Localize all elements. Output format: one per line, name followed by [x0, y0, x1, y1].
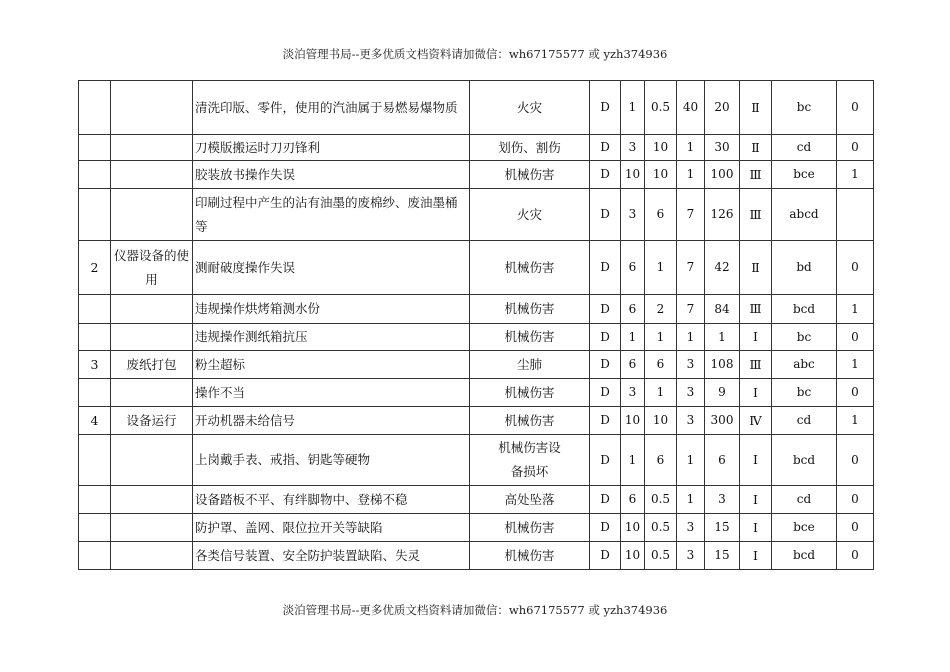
d-value-cell: 100	[705, 161, 740, 189]
hazard-cell: 各类信号装置、安全防护装置缺陷、失灵	[193, 542, 470, 570]
table-row	[79, 81, 874, 135]
risk-level-cell: Ⅰ	[740, 542, 772, 570]
consequence-cell: 机械伤害	[470, 379, 590, 407]
row-number-cell	[79, 295, 111, 324]
control-measures-cell: bc	[772, 81, 837, 135]
l-value-cell: 1	[621, 324, 645, 351]
d-value-cell: 1	[705, 324, 740, 351]
l-value-cell: 10	[621, 542, 645, 570]
l-value-cell: 3	[621, 189, 645, 241]
row-number-cell	[79, 324, 111, 351]
consequence-cell: 机械伤害设备损坏	[470, 435, 590, 486]
control-measures-cell: abcd	[772, 189, 837, 241]
table-row	[79, 351, 874, 379]
d-value-cell: 20	[705, 81, 740, 135]
row-number-cell	[79, 435, 111, 486]
e-value-cell: 10	[645, 161, 677, 189]
d-value-cell: 9	[705, 379, 740, 407]
risk-level-cell: Ⅳ	[740, 407, 772, 435]
work-area-cell	[111, 379, 193, 407]
d-value-cell: 84	[705, 295, 740, 324]
e-value-cell: 10	[645, 407, 677, 435]
consequence-cell: 划伤、割伤	[470, 135, 590, 161]
risk-level-cell: Ⅱ	[740, 241, 772, 295]
consequence-cell: 火灾	[470, 81, 590, 135]
consequence-cell: 火灾	[470, 189, 590, 241]
table-row	[79, 542, 874, 570]
method-cell: D	[590, 379, 621, 407]
work-area-cell	[111, 486, 193, 514]
hazard-cell: 防护罩、盖网、限位拉开关等缺陷	[193, 514, 470, 542]
e-value-cell: 1	[645, 324, 677, 351]
e-value-cell: 0.5	[645, 542, 677, 570]
e-value-cell: 0.5	[645, 514, 677, 542]
control-measures-cell: bce	[772, 514, 837, 542]
significant-flag-cell: 0	[837, 81, 874, 135]
l-value-cell: 6	[621, 241, 645, 295]
significant-flag-cell: 1	[837, 351, 874, 379]
significant-flag-cell: 0	[837, 379, 874, 407]
method-cell: D	[590, 135, 621, 161]
hazard-cell: 开动机器未给信号	[193, 407, 470, 435]
work-area-cell	[111, 189, 193, 241]
table-row	[79, 241, 874, 295]
table-row	[79, 486, 874, 514]
row-number-cell	[79, 486, 111, 514]
control-measures-cell: bcd	[772, 542, 837, 570]
row-number-cell	[79, 135, 111, 161]
l-value-cell: 1	[621, 435, 645, 486]
consequence-cell: 机械伤害	[470, 542, 590, 570]
hazard-cell: 违规操作测纸箱抗压	[193, 324, 470, 351]
work-area-cell	[111, 135, 193, 161]
row-number-cell	[79, 81, 111, 135]
risk-level-cell: Ⅱ	[740, 135, 772, 161]
row-number-cell: 2	[79, 241, 111, 295]
table-body	[79, 81, 874, 570]
significant-flag-cell: 1	[837, 161, 874, 189]
d-value-cell: 30	[705, 135, 740, 161]
method-cell: D	[590, 486, 621, 514]
l-value-cell: 3	[621, 379, 645, 407]
d-value-cell: 3	[705, 486, 740, 514]
significant-flag-cell: 0	[837, 135, 874, 161]
hazard-cell: 粉尘超标	[193, 351, 470, 379]
significant-flag-cell: 0	[837, 324, 874, 351]
work-area-cell	[111, 514, 193, 542]
significant-flag-cell	[837, 189, 874, 241]
e-value-cell: 2	[645, 295, 677, 324]
significant-flag-cell: 1	[837, 295, 874, 324]
consequence-cell: 机械伤害	[470, 241, 590, 295]
hazard-cell: 测耐破度操作失误	[193, 241, 470, 295]
c-value-cell: 7	[677, 241, 705, 295]
c-value-cell: 7	[677, 189, 705, 241]
method-cell: D	[590, 81, 621, 135]
significant-flag-cell: 0	[837, 435, 874, 486]
consequence-cell: 机械伤害	[470, 295, 590, 324]
control-measures-cell: cd	[772, 486, 837, 514]
row-number-cell	[79, 542, 111, 570]
significant-flag-cell: 0	[837, 486, 874, 514]
c-value-cell: 40	[677, 81, 705, 135]
e-value-cell: 1	[645, 241, 677, 295]
row-number-cell	[79, 514, 111, 542]
risk-level-cell: Ⅱ	[740, 81, 772, 135]
page-header: 淡泊管理书局--更多优质文档资料请加微信：wh67175577 或 yzh374936	[282, 47, 668, 61]
consequence-cell: 机械伤害	[470, 161, 590, 189]
method-cell: D	[590, 514, 621, 542]
work-area-cell: 设备运行	[111, 407, 193, 435]
l-value-cell: 10	[621, 514, 645, 542]
table-row	[79, 379, 874, 407]
control-measures-cell: bd	[772, 241, 837, 295]
e-value-cell: 1	[645, 379, 677, 407]
page-footer: 淡泊管理书局--更多优质文档资料请加微信：wh67175577 或 yzh374936	[282, 603, 668, 617]
l-value-cell: 3	[621, 135, 645, 161]
table-row	[79, 435, 874, 486]
c-value-cell: 1	[677, 486, 705, 514]
significant-flag-cell: 0	[837, 514, 874, 542]
consequence-cell: 尘肺	[470, 351, 590, 379]
row-number-cell	[79, 161, 111, 189]
d-value-cell: 108	[705, 351, 740, 379]
row-number-cell: 3	[79, 351, 111, 379]
control-measures-cell: bc	[772, 324, 837, 351]
control-measures-cell: bce	[772, 161, 837, 189]
c-value-cell: 3	[677, 514, 705, 542]
l-value-cell: 10	[621, 161, 645, 189]
work-area-cell	[111, 161, 193, 189]
method-cell: D	[590, 542, 621, 570]
significant-flag-cell: 1	[837, 407, 874, 435]
consequence-cell: 机械伤害	[470, 324, 590, 351]
hazard-cell: 刀模版搬运时刀刃锋利	[193, 135, 470, 161]
d-value-cell: 15	[705, 542, 740, 570]
method-cell: D	[590, 161, 621, 189]
table-row	[79, 324, 874, 351]
hazard-cell: 胶装放书操作失误	[193, 161, 470, 189]
work-area-cell	[111, 435, 193, 486]
method-cell: D	[590, 435, 621, 486]
control-measures-cell: bcd	[772, 435, 837, 486]
row-number-cell: 4	[79, 407, 111, 435]
c-value-cell: 1	[677, 161, 705, 189]
c-value-cell: 3	[677, 407, 705, 435]
method-cell: D	[590, 351, 621, 379]
significant-flag-cell: 0	[837, 241, 874, 295]
l-value-cell: 6	[621, 351, 645, 379]
row-number-cell	[79, 189, 111, 241]
hazard-cell: 上岗戴手表、戒指、钥匙等硬物	[193, 435, 470, 486]
hazard-cell: 清洗印版、零件，使用的汽油属于易燃易爆物质	[193, 81, 470, 135]
work-area-cell	[111, 542, 193, 570]
e-value-cell: 6	[645, 435, 677, 486]
control-measures-cell: bcd	[772, 295, 837, 324]
d-value-cell: 300	[705, 407, 740, 435]
work-area-cell	[111, 295, 193, 324]
work-area-cell: 废纸打包	[111, 351, 193, 379]
risk-assessment-table	[78, 80, 874, 570]
risk-level-cell: Ⅰ	[740, 486, 772, 514]
table-row	[79, 161, 874, 189]
hazard-cell: 操作不当	[193, 379, 470, 407]
c-value-cell: 1	[677, 324, 705, 351]
control-measures-cell: abc	[772, 351, 837, 379]
table-row	[79, 135, 874, 161]
e-value-cell: 0.5	[645, 486, 677, 514]
table-row	[79, 295, 874, 324]
work-area-cell: 仪器设备的使用	[111, 241, 193, 295]
hazard-cell: 印刷过程中产生的沾有油墨的废棉纱、废油墨桶等	[193, 189, 470, 241]
method-cell: D	[590, 407, 621, 435]
consequence-cell: 高处坠落	[470, 486, 590, 514]
e-value-cell: 6	[645, 189, 677, 241]
l-value-cell: 6	[621, 486, 645, 514]
work-area-cell	[111, 81, 193, 135]
risk-level-cell: Ⅰ	[740, 514, 772, 542]
c-value-cell: 3	[677, 542, 705, 570]
e-value-cell: 6	[645, 351, 677, 379]
c-value-cell: 3	[677, 351, 705, 379]
l-value-cell: 1	[621, 81, 645, 135]
work-area-cell	[111, 324, 193, 351]
table-row	[79, 407, 874, 435]
d-value-cell: 6	[705, 435, 740, 486]
risk-level-cell: Ⅰ	[740, 379, 772, 407]
e-value-cell: 10	[645, 135, 677, 161]
risk-level-cell: Ⅲ	[740, 189, 772, 241]
risk-level-cell: Ⅲ	[740, 295, 772, 324]
table-row	[79, 189, 874, 241]
c-value-cell: 1	[677, 435, 705, 486]
control-measures-cell: cd	[772, 407, 837, 435]
hazard-cell: 违规操作烘烤箱测水份	[193, 295, 470, 324]
risk-level-cell: Ⅰ	[740, 324, 772, 351]
control-measures-cell: cd	[772, 135, 837, 161]
risk-level-cell: Ⅲ	[740, 161, 772, 189]
method-cell: D	[590, 324, 621, 351]
method-cell: D	[590, 295, 621, 324]
d-value-cell: 42	[705, 241, 740, 295]
consequence-cell: 机械伤害	[470, 514, 590, 542]
significant-flag-cell: 0	[837, 542, 874, 570]
l-value-cell: 6	[621, 295, 645, 324]
d-value-cell: 126	[705, 189, 740, 241]
risk-level-cell: Ⅲ	[740, 351, 772, 379]
hazard-cell: 设备踏板不平、有绊脚物中、登梯不稳	[193, 486, 470, 514]
c-value-cell: 3	[677, 379, 705, 407]
table-row	[79, 514, 874, 542]
method-cell: D	[590, 241, 621, 295]
e-value-cell: 0.5	[645, 81, 677, 135]
row-number-cell	[79, 379, 111, 407]
consequence-cell: 机械伤害	[470, 407, 590, 435]
method-cell: D	[590, 189, 621, 241]
c-value-cell: 1	[677, 135, 705, 161]
d-value-cell: 15	[705, 514, 740, 542]
control-measures-cell: bc	[772, 379, 837, 407]
l-value-cell: 10	[621, 407, 645, 435]
risk-level-cell: Ⅰ	[740, 435, 772, 486]
c-value-cell: 7	[677, 295, 705, 324]
